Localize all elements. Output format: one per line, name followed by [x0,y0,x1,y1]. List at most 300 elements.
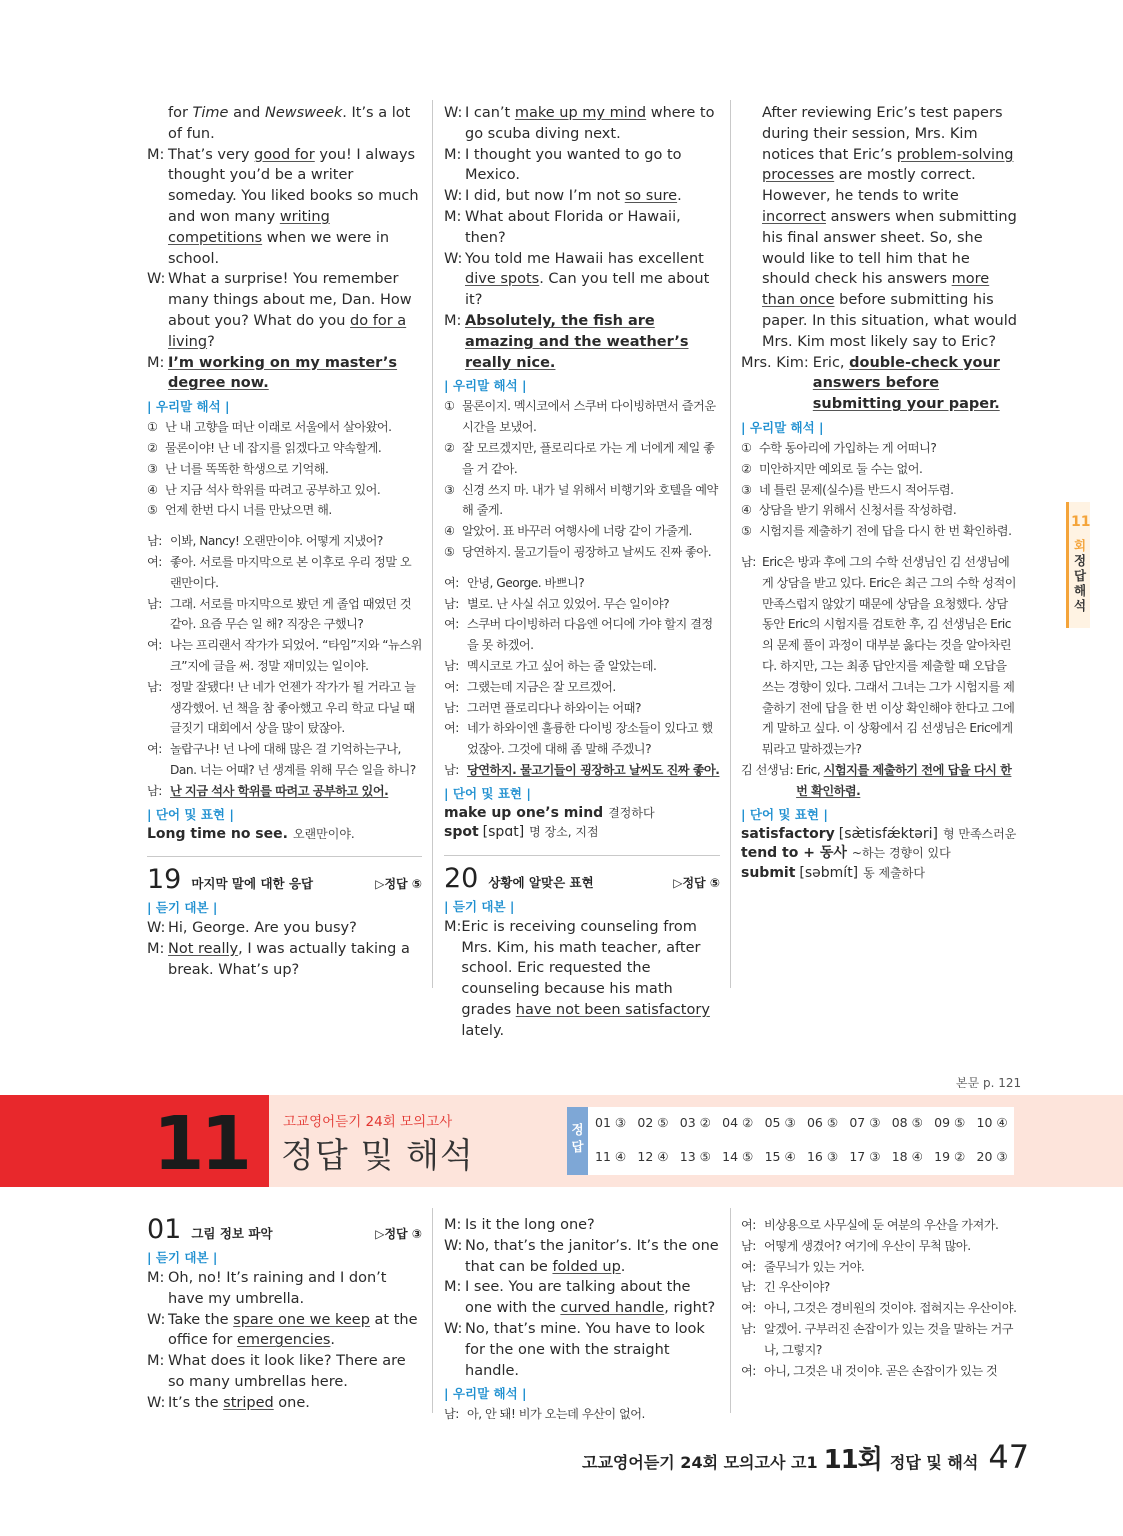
option-item [147,459,422,480]
translation-label: | 우리말 해석 | [741,419,824,435]
option-number: ② [444,440,455,455]
vocab-meaning: 결정하다 [608,805,655,820]
option-item [444,438,720,480]
text-run: I’m working on my master’s degree now. [168,354,398,392]
option-item [147,500,422,521]
answer-item: 14 ⑤ [722,1149,754,1164]
option-number: ② [147,440,158,455]
speaker-label: 남: [147,534,162,549]
column-divider [432,1208,433,1413]
translation-label: | 우리말 해석 | [444,1386,527,1402]
q19-script-part2 [444,103,720,373]
speaker-label: W: [147,1394,166,1411]
question-number: 20 [444,862,479,894]
korean-line [147,552,422,594]
script-line [444,249,720,311]
q18-script [147,103,422,394]
script-line [444,207,720,249]
speaker-label: M: [444,208,462,225]
korean-line [147,531,422,552]
speaker-label: 남: [444,596,459,611]
text-run: for [168,105,193,121]
q18-korean-script [147,531,422,801]
vocab-entry [741,825,1019,845]
text-run: have not been satisfactory [515,1001,710,1018]
korean-line [147,635,422,677]
vocab-word: satisfactory [741,825,835,842]
text-run: problem-solving processes [762,146,1014,184]
line-text [168,145,422,270]
korean-line [444,594,720,615]
option-text: 알았어. 표 바꾸러 여행사에 너랑 같이 가줄게. [462,524,692,539]
text-run: . [677,188,682,205]
line-text [168,939,422,981]
korean-line [444,573,720,594]
line-text [168,103,422,145]
script-label: | 듣기 대본 | [147,900,218,915]
column-2-top [444,103,720,1041]
vocab-label: | 단어 및 표현 | [444,785,531,801]
korean-final-line [796,760,1019,802]
text-run: where to go scuba diving next. [465,105,715,142]
option-text: 상담을 받기 위해서 신청서를 작성하렴. [759,503,957,518]
final-line-text [813,353,1019,415]
vocab-word: spot [444,824,479,841]
band-title: 정답 및 해석 [281,1136,474,1176]
vocab-word: tend to + 동사 [741,845,847,861]
line-text [465,1215,720,1236]
korean-line [741,1361,1019,1382]
speaker-label: 여: [444,617,459,632]
text-run: Take the [168,1311,234,1328]
question-type: 그림 정보 파악 [191,1226,273,1241]
speaker-label: 여: [741,1301,756,1316]
option-item [741,521,1019,542]
option-item [741,500,1019,521]
vocab-entry [741,844,1019,864]
q19-korean-script [444,573,720,781]
answer-row-2 [595,1149,1019,1164]
line-text [465,186,720,207]
script-line [147,918,422,939]
reference-page: 본문 p. 121 [956,1076,1022,1090]
korean-text: 알겠어. 구부러진 손잡이가 있는 것을 말하는 거구나, 그렇지? [764,1321,1014,1357]
option-item [444,542,720,563]
option-text: 수학 동아리에 가입하는 게 어떠니? [759,440,937,455]
option-number: ① [147,420,158,435]
korean-text: 스쿠버 다이빙하러 다음엔 어디에 가야 할지 결정을 못 하겠어. [467,617,713,653]
text-run: No, that’s the janitor’s. It’s the one that can be [465,1237,719,1275]
option-item [741,459,1019,480]
speaker-label: 남: [741,1238,756,1253]
q19-vocab [444,804,720,843]
text-run: writing competitions [168,208,330,246]
speaker-label: 여: [741,1218,756,1232]
speaker-label: M: [147,1270,165,1286]
text-run: What does it look like? There are so many umbrellas here. [168,1353,406,1390]
answer-item: 04 ② [722,1115,754,1130]
speaker-label: 여: [444,679,459,694]
speaker-label: M: [147,940,165,957]
q20-final-line [741,353,1019,415]
speaker-label: 여: [147,554,162,569]
answer-item: 16 ③ [806,1149,839,1164]
text-run: It’s the [168,1394,224,1411]
q20-narration-part1 [444,917,720,1042]
page-footer [582,1438,1029,1476]
line-text [465,249,720,311]
question-number: 01 [147,1214,182,1245]
korean-line [444,718,720,760]
column-divider [730,1208,731,1413]
option-number: ③ [147,461,158,476]
korean-line [147,781,422,802]
tab-text: 정답해석 [1074,553,1087,613]
line-text [168,353,422,395]
korean-text: 어떻게 생겼어? 여기에 우산이 무척 많아. [764,1238,971,1253]
option-number: ① [444,399,455,414]
text-run: you! I always thought you’d be a writer someday. You liked books so much and won many [168,146,419,225]
korean-line [444,656,720,677]
option-number: ④ [444,524,455,539]
text-run: are mostly correct. However, he tends to write [762,167,976,205]
option-number: ④ [741,503,752,518]
speaker-label: 남: [444,762,459,777]
vocab-meaning: 형 만족스러운 [942,826,1017,841]
answer-key-label: 정답 [567,1107,588,1175]
speaker-label: 여: [147,742,162,757]
column-3-top [741,103,1019,883]
korean-line [147,739,422,781]
column-1-top [147,103,422,980]
text-run: Eric is receiving counseling from Mrs. Kim, his math teacher, after school. Eric requested the counseling because his math grades [461,918,701,1018]
text-run: Is it the long one? [465,1217,595,1233]
q19-heading [147,856,422,895]
speaker-label: 남: [444,1407,459,1422]
text-run: striped [223,1394,274,1411]
footer-label: 정답 및 해석 [889,1453,979,1472]
speaker-label: 김 선생님: [741,762,794,777]
text-run: After reviewing Eric’s test papers during their session, Mrs. Kim notices that Eric’s [762,105,1003,163]
speaker-label: W: [444,1237,463,1254]
text-run: You told me Hawaii has excellent [465,250,704,267]
text-run: dive spots [465,271,540,288]
column-divider [432,100,433,988]
answer-item: 01 ③ [595,1115,627,1130]
korean-line [741,1236,1019,1257]
script-line [147,1310,422,1352]
answer-item: 12 ④ [637,1149,669,1164]
speaker-label: M: [147,146,165,163]
answer-item: 08 ⑤ [891,1115,923,1130]
column-2-bottom [444,1215,720,1425]
text-run: good for [254,146,315,163]
option-number: ④ [147,482,158,497]
script-label: | 듣기 대본 | [147,1250,218,1265]
text-run: and [228,105,265,121]
option-text: 네 틀린 문제(실수)를 반드시 적어두렴. [759,482,954,497]
korean-line [741,1215,1019,1236]
answer-item: 06 ⑤ [806,1115,839,1130]
line-text [465,1277,720,1319]
answer-marker: ▷정답 ⑤ [673,875,720,890]
column-divider [730,100,731,988]
text-run: . [330,1332,336,1349]
vocab-pronunciation: [sæ̀tisfǽktəri] [838,825,938,842]
speaker-label: W: [147,1311,166,1328]
korean-line [741,1277,1019,1298]
speaker-label: 남: [741,1280,756,1295]
answer-row-1 [595,1115,1019,1130]
option-text: 물론이야! 난 네 잡지를 읽겠다고 약속할게. [165,440,382,455]
line-text [465,103,720,145]
answer-item: 10 ④ [976,1115,1008,1130]
text-run: Oh, no! It’s raining and I don’t have my umbrella. [168,1270,387,1307]
text-run: Eric, [812,354,850,371]
korean-text: 아니, 그것은 내 것이야. 곧은 손잡이가 있는 것 [764,1363,998,1378]
page-number: 47 [988,1438,1030,1476]
footer-series: 고교영어듣기 24회 모의고사 고1 [582,1453,818,1472]
speaker-label: Mrs. Kim: [741,354,809,371]
answer-item: 09 ⑤ [934,1115,966,1130]
vocab-meaning: 명 장소, 지점 [529,825,599,840]
text-run: I see. You are talking about the one with the [465,1279,691,1317]
text-run: I can’t [465,105,515,121]
option-text: 당연하지. 물고기들이 굉장하고 날씨도 진짜 좋아. [462,544,712,559]
question-type: 상황에 알맞은 표현 [488,874,594,890]
text-run: make up my mind [514,105,647,121]
q19-options [444,396,720,562]
korean-text: 그래. 서로를 마지막으로 봤던 게 졸업 때였던 것 같아. 요즘 무슨 일 해? 직장은 구했니? [170,596,412,632]
text-run: Newsweek [264,105,343,121]
option-number: ③ [741,482,752,497]
vocab-pronunciation: [səbmít] [799,864,859,881]
vocab-meaning: 오랜만이야. [292,826,355,841]
speaker-label: M: [147,1353,165,1370]
speaker-label: 여: [444,721,459,736]
option-text: 물론이지. 멕시코에서 스쿠버 다이빙하면서 즐거운 시간을 보냈어. [462,399,716,435]
text-run: Hi, George. Are you busy? [168,920,357,936]
text-run: more than once [762,271,990,309]
korean-text: 그랬는데 지금은 잘 모르겠어. [467,679,616,694]
translation-label: | 우리말 해석 | [444,378,527,394]
speaker-label: 남: [444,700,459,715]
korean-line [741,1319,1019,1361]
translation-label: | 우리말 해석 | [147,399,230,415]
text-run: Absolutely, the fish are amazing and the weather’s really nice. [465,312,689,371]
option-item [444,521,720,542]
vocab-label: | 단어 및 표현 | [741,806,828,822]
line-text [168,1351,422,1393]
q01-korean-part1 [444,1404,720,1425]
option-number: ⑤ [741,524,752,539]
speaker-label: W: [147,920,166,936]
korean-text: 좋아. 서로를 마지막으로 본 이후로 우리 정말 오랜만이다. [170,554,412,590]
korean-text: 나는 프리랜서 작가가 되었어. “타임”지와 “뉴스위크”지에 글을 써. 정말 재미있는 일이야. [170,638,422,673]
q01-korean-part2 [741,1215,1019,1381]
text-run: incorrect [762,208,826,225]
text-run: . Can you tell me about it? [465,271,710,309]
option-text: 잘 모르겠지만, 플로리다로 가는 게 너에게 제일 좋을 거 같아. [462,440,715,476]
speaker-label: M: [444,146,462,163]
text-run: No, that’s mine. You have to look for the one with the straight handle. [465,1320,705,1379]
answer-key-box [588,1107,1014,1175]
text-run: folded up [552,1258,621,1275]
option-number: ① [741,440,752,455]
korean-line [444,614,720,656]
script-line [444,1277,720,1319]
column-1-bottom [147,1215,422,1414]
text-run: at the office for [168,1311,418,1349]
answer-item: 07 ③ [849,1115,881,1130]
question-number: 19 [147,864,182,895]
korean-text: 안녕, George. 바쁘니? [467,575,585,590]
text-run: That’s very [168,146,255,163]
text-run: curved handle [560,1300,665,1317]
vocab-meaning: ~하는 경향이 있다 [851,846,951,860]
question-type: 마지막 말에 대한 응답 [191,876,314,891]
text-run: lately. [461,1022,505,1039]
q01-script-part2 [444,1215,720,1381]
q01-script-part1 [147,1268,422,1414]
script-line [147,269,422,352]
line-text [168,1310,422,1352]
column-3-bottom [741,1215,1019,1381]
korean-text: 난 지금 석사 학위를 따려고 공부하고 있어. [170,783,389,798]
korean-line [444,698,720,719]
text-run: when we were in school. [168,229,390,267]
text-run: before submitting his paper. In this situation, what would Mrs. Kim most likely say to Eric? [762,292,1017,350]
vocab-entry [741,864,1019,884]
vocab-pronunciation: [spɑt] [482,824,525,841]
script-line [444,186,720,207]
script-line [147,103,422,145]
script-line [444,311,720,373]
korean-text: 이봐, Nancy! 오랜만이야. 어떻게 지냈어? [170,534,383,549]
answer-item: 20 ③ [976,1149,1008,1164]
option-text: 미안하지만 예외로 둘 수는 없어. [759,461,923,476]
line-text [168,1393,422,1414]
script-line [147,353,422,395]
line-text [465,207,720,249]
option-item [444,396,720,438]
q20-heading [444,855,720,894]
option-text: 언제 한번 다시 너를 만났으면 해. [165,503,332,518]
korean-text: 놀랍구나! 넌 나에 대해 많은 걸 기억하는구나, Dan. 너는 어때? 넌 생계를 위해 무슨 일을 하니? [170,742,416,777]
text-run: double-check your answers before submitting your paper. [812,354,1000,413]
line-text [465,145,720,187]
answer-item: 13 ⑤ [679,1149,711,1164]
text-run: What a surprise! You remember many things about me, Dan. How about you? What do you [168,271,412,329]
option-number: ⑤ [147,503,158,518]
text-run: Time [192,105,229,121]
text-run: Not really [168,940,239,957]
speaker-label: 남: [741,554,756,569]
speaker-label: M: [444,1279,462,1296]
text-run: I thought you wanted to go to Mexico. [465,146,682,184]
speaker-label: 여: [147,638,162,653]
speaker-label: W: [444,105,463,121]
korean-final-answer: 시험지를 제출하기 전에 답을 다시 한 번 확인하렴. [796,762,1012,798]
korean-line [444,1404,720,1425]
narration-text [762,103,1019,353]
answer-item: 19 ② [934,1149,966,1164]
tab-number: 11 [1071,514,1091,530]
vocab-entry [444,823,720,843]
answer-item: 11 ④ [595,1149,627,1164]
q20-options [741,438,1019,542]
q18-options [147,417,422,521]
tab-hoe: 회 [1074,538,1087,553]
tab-label [1074,538,1088,613]
script-line [444,103,720,145]
option-number: ⑤ [444,544,455,559]
q19-script-part1 [147,918,422,980]
korean-text: 당연하지. 물고기들이 굉장하고 날씨도 진짜 좋아. [467,762,720,777]
korean-text: 정말 잘됐다! 난 네가 언젠가 작가가 될 거라고 늘 생각했어. 넌 책을 참 좋아했고 우리 학교 다닐 때 글짓기 대회에서 상을 많이 탔잖아. [170,679,416,736]
korean-text: 별로. 난 사실 쉬고 있었어. 무슨 일이야? [467,596,670,611]
narration-text [461,917,720,1042]
answer-item: 18 ④ [891,1149,923,1164]
q20-korean-script [741,552,1019,802]
speaker-label: M: [444,1217,462,1233]
korean-line [444,760,720,781]
option-text: 시험지를 제출하기 전에 답을 다시 한 번 확인하렴. [759,524,1012,539]
answer-item: 05 ③ [764,1115,796,1130]
vocab-label: | 단어 및 표현 | [147,806,234,822]
option-item [741,480,1019,501]
text-run: , I was actually taking a break. What’s up? [168,940,410,978]
vocab-word: make up one’s mind [444,804,604,821]
speaker-label: W: [147,271,166,288]
option-item [444,480,720,522]
chapter-number: 11 [153,1101,248,1187]
band-subtitle: 고교영어듣기 24회 모의고사 [283,1114,453,1130]
speaker-label: M: [147,354,165,371]
option-item [147,417,422,438]
vocab-entry [444,804,720,824]
script-line [147,1268,422,1310]
korean-text: 아니, 그것은 경비원의 것이야. 접혀지는 우산이야. [764,1301,1017,1316]
option-item [741,438,1019,459]
text-run: spare one we keep [233,1311,370,1328]
korean-text: 아, 안 돼! 비가 오는데 우산이 없어. [467,1407,645,1422]
option-number: ② [741,461,752,476]
speaker-label: 남: [147,679,162,694]
vocab-word: submit [741,864,796,881]
speaker-label: 남: [741,1321,756,1336]
korean-line [147,677,422,739]
korean-text: 비상용으로 사무실에 둔 여분의 우산을 가져가. [764,1218,999,1232]
text-run: . It’s a lot of fun. [168,105,411,142]
script-line [147,939,422,981]
line-text [168,918,422,939]
line-text [168,269,422,352]
answer-item: 02 ⑤ [637,1115,669,1130]
speaker-label: M: [444,312,462,329]
script-line [444,145,720,187]
footer-chapter: 11회 [823,1445,882,1475]
text-run: I did, but now I’m not [465,188,625,205]
korean-line [444,677,720,698]
script-line [444,1319,720,1381]
option-text: 신경 쓰지 마. 내가 널 위해서 비행기와 호텔을 예약해 줄게. [462,482,718,518]
line-text [465,1319,720,1381]
text-run: do for a living [168,312,407,350]
text-run: What about Florida or Hawaii, then? [465,208,681,246]
speaker-label: W: [444,188,463,205]
script-line [444,1215,720,1236]
